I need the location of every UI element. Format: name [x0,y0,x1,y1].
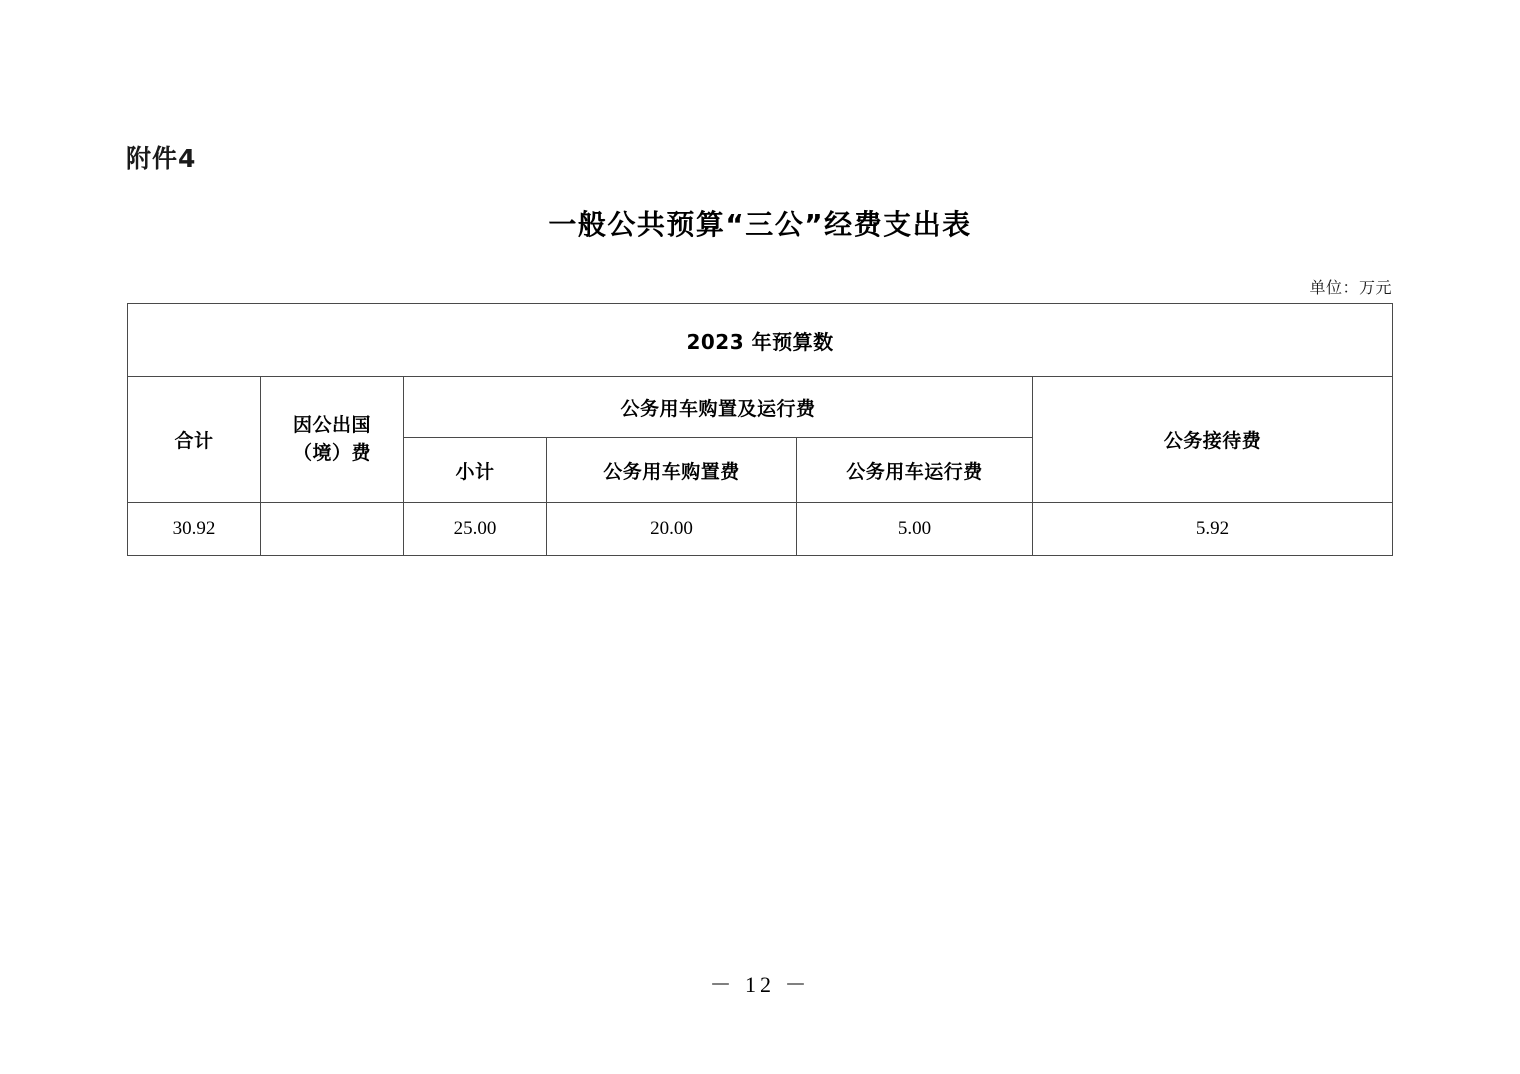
value-vehicle-operation: 5.00 [797,503,1033,556]
value-reception: 5.92 [1033,503,1393,556]
table-row [128,503,1393,556]
value-abroad [261,503,404,556]
header-total: 合计 [128,377,261,503]
value-total: 30.92 [128,503,261,556]
value-vehicle-purchase: 20.00 [547,503,797,556]
budget-table [127,303,1393,556]
page-title: 一般公共预算“三公”经费支出表 [548,208,972,241]
table-row-year-header [128,304,1393,377]
page-number: － 12 － [709,972,811,997]
header-vehicle-group: 公务用车购置及运行费 [404,377,1033,438]
header-vehicle-subtotal: 小计 [404,438,547,503]
header-vehicle-operation: 公务用车运行费 [797,438,1033,503]
table-row-group-header [128,377,1393,438]
unit-note: 单位：万元 [1309,278,1392,297]
attachment-label: 附件4 [126,144,197,173]
header-abroad-line2: （境）费 [292,441,371,464]
value-vehicle-subtotal: 25.00 [404,503,547,556]
header-abroad-line1: 因公出国 [292,413,371,436]
header-year: 2023 年预算数 [128,304,1393,377]
header-abroad [261,377,404,503]
header-reception: 公务接待费 [1033,377,1393,503]
header-vehicle-purchase: 公务用车购置费 [547,438,797,503]
